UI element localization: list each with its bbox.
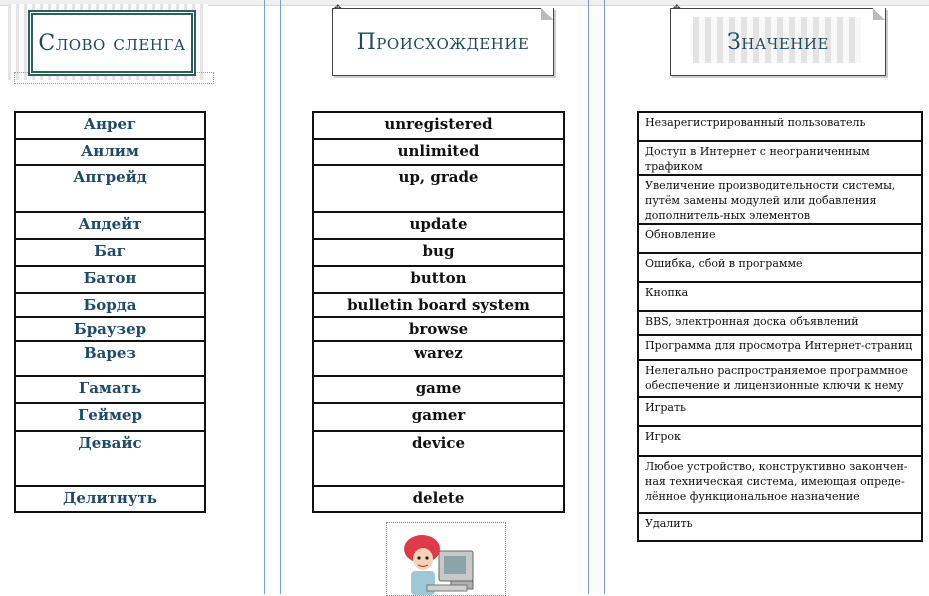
table-row: [638, 311, 922, 335]
table-row: [313, 341, 564, 376]
slang-word-cell: Батон: [15, 266, 205, 293]
slang-word-cell: Борда: [15, 293, 205, 317]
table-row: [313, 112, 564, 139]
origin-cell: button: [313, 266, 564, 293]
meaning-cell: Ошибка, сбой в программе: [638, 253, 922, 282]
slang-word-cell: Баг: [15, 239, 205, 266]
table-row: [313, 317, 564, 341]
table-row: [15, 239, 205, 266]
table-row: [638, 253, 922, 282]
meaning-cell: BBS, электронная доска объявлений: [638, 311, 922, 335]
table-row: [313, 431, 564, 486]
header-slang: [28, 10, 196, 76]
meaning-cell: Доступ в Интернет с неограниченным трафиком: [638, 141, 922, 175]
slang-word-cell: Делитнуть: [15, 486, 205, 512]
meaning-cell: Удалить: [638, 513, 922, 541]
slang-word-cell: Апгрейд: [15, 165, 205, 212]
origin-cell: game: [313, 376, 564, 403]
table-row: [638, 360, 922, 397]
table-row: [638, 335, 922, 360]
table-row: [313, 486, 564, 512]
table-row: [638, 397, 922, 426]
origin-cell: warez: [313, 341, 564, 376]
meaning-cell: Любое устройство, конструктивно закончен-ная техническая система, имеющая опреде-лённое функциональное назначение: [638, 456, 922, 513]
origin-cell: gamer: [313, 403, 564, 431]
origin-cell: up, grade: [313, 165, 564, 212]
origin-table: [312, 111, 565, 513]
table-row: [313, 403, 564, 431]
meaning-cell: Программа для просмотра Интернет-страниц: [638, 335, 922, 360]
meaning-cell: Играть: [638, 397, 922, 426]
slang-word-cell: Браузер: [15, 317, 205, 341]
meaning-cell: Увеличение производительности системы, путём замены модулей или добавления дополнитель-ных элементов: [638, 175, 922, 224]
table-row: [638, 141, 922, 175]
meaning-table: [637, 111, 923, 542]
origin-cell: unregistered: [313, 112, 564, 139]
table-row: [313, 266, 564, 293]
table-row: [638, 426, 922, 456]
table-row: [15, 165, 205, 212]
table-row: [638, 456, 922, 513]
table-row: [15, 266, 205, 293]
table-row: [15, 431, 205, 486]
table-row: [15, 341, 205, 376]
origin-cell: browse: [313, 317, 564, 341]
origin-cell: update: [313, 212, 564, 239]
origin-cell: device: [313, 431, 564, 486]
table-row: [15, 486, 205, 512]
table-row: [15, 139, 205, 165]
origin-cell: bulletin board system: [313, 293, 564, 317]
header-origin-text: Происхождение: [356, 29, 530, 55]
table-row: [313, 165, 564, 212]
table-row: [313, 139, 564, 165]
table-row: [638, 282, 922, 311]
table-row: [313, 239, 564, 266]
slang-word-table: [14, 111, 206, 513]
table-row: [15, 112, 205, 139]
column-guide: [264, 0, 265, 594]
meaning-cell: Незарегистрированный пользователь: [638, 112, 922, 141]
column-guide: [280, 0, 281, 594]
table-row: [313, 212, 564, 239]
column-guide: [604, 0, 605, 594]
table-row: [15, 293, 205, 317]
table-row: [15, 376, 205, 403]
meaning-cell: Игрок: [638, 426, 922, 456]
meaning-cell: Кнопка: [638, 282, 922, 311]
origin-cell: unlimited: [313, 139, 564, 165]
table-row: [15, 317, 205, 341]
meaning-cell: Обновление: [638, 224, 922, 253]
table-row: [638, 175, 922, 224]
table-row: [313, 293, 564, 317]
page-fold-icon: [541, 8, 553, 20]
header-meaning: [670, 8, 886, 76]
table-row: [313, 376, 564, 403]
slang-word-cell: Анрег: [15, 112, 205, 139]
girl-at-computer-clipart: [386, 522, 506, 596]
origin-cell: delete: [313, 486, 564, 512]
table-row: [15, 212, 205, 239]
header-meaning-text: Значение: [727, 29, 829, 55]
table-row: [638, 513, 922, 541]
header-slang-text: Слово сленга: [38, 30, 186, 56]
slang-word-cell: Варез: [15, 341, 205, 376]
origin-cell: bug: [313, 239, 564, 266]
page-fold-icon: [873, 8, 885, 20]
column-guide: [588, 0, 589, 594]
table-row: [638, 112, 922, 141]
slang-word-cell: Апдейт: [15, 212, 205, 239]
table-row: [638, 224, 922, 253]
slang-word-cell: Девайс: [15, 431, 205, 486]
slang-word-cell: Геймер: [15, 403, 205, 431]
table-row: [15, 403, 205, 431]
slang-word-cell: Анлим: [15, 139, 205, 165]
meaning-cell: Нелегально распространяемое программное обеспечение и лицензионные ключи к нему: [638, 360, 922, 397]
header-origin: [332, 8, 554, 76]
slang-word-cell: Гамать: [15, 376, 205, 403]
